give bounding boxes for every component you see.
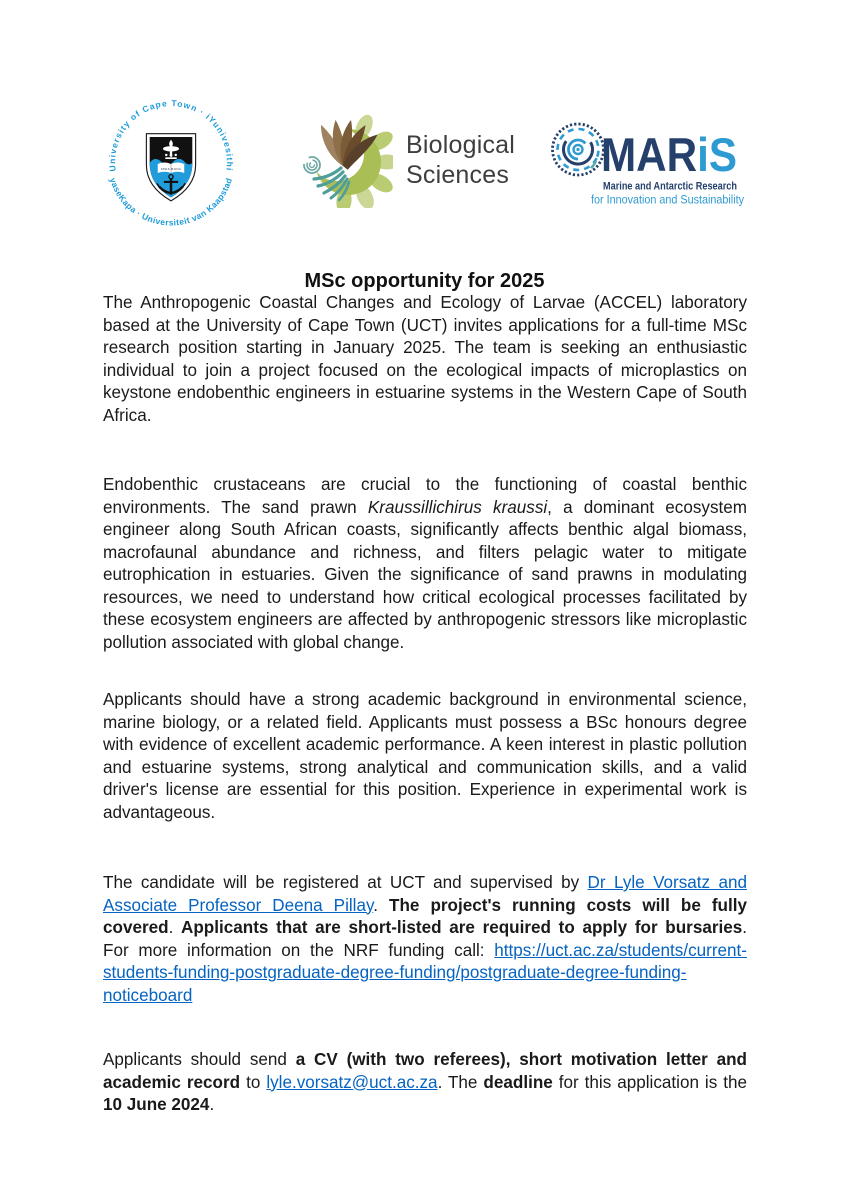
text-run: The Anthropogenic Coastal Changes and Ecology of Larvae (ACCEL) laboratory based at the University of Cape Town (UCT) invites applications for a full-time MSc research position starting in January 2025. The team is seeking an enthusiastic individual to join a project focused on the ecological impacts of microplastics on keystone endobenthic engineers in estuarine systems in the Western Cape of South Africa.	[103, 293, 747, 425]
nautilus-icon	[301, 108, 393, 208]
text-run: .	[373, 895, 390, 915]
text-run: . For more information on the NRF funding call:	[103, 918, 748, 960]
maris-swirl-icon	[551, 122, 605, 176]
uct-seal-icon	[100, 95, 242, 231]
page-title: MSc opportunity for 2025	[304, 270, 545, 293]
uct-ring-text-top: University of Cape Town · iYunivesithi	[107, 98, 235, 173]
document-body	[103, 292, 747, 1117]
text-run: for this application is the	[552, 1072, 747, 1092]
uct-book-icon	[158, 163, 185, 173]
paragraph-intro	[103, 292, 747, 427]
hyperlink[interactable]: Dr Lyle Vorsatz and Associate Professor Deena Pillay	[103, 873, 747, 915]
maris-tagline-1: Marine and Antarctic Research	[603, 180, 737, 193]
hyperlink[interactable]: https://uct.ac.za/students/current-students-funding-postgraduate-degree-funding/postgraduate-degree-funding-noticeboard	[103, 940, 747, 1005]
text-run: Applicants that are short-listed are required to apply for bursaries	[181, 918, 743, 937]
uct-shield	[146, 134, 195, 201]
hyperlink[interactable]: lyle.vorsatz@uct.ac.za	[266, 1072, 438, 1092]
text-run: .	[209, 1095, 215, 1114]
uct-ring-text-bottom: yaseKapa · Universiteit van Kaapstad	[107, 176, 235, 228]
text-run: Applicants should have a strong academic background in environmental science, marine biology, or a related field. Applicants must possess a BSc honours degree with evidence of excellent academic performance. A keen interest in plastic pollution and estuarine systems, strong analytical and communication skills, and a valid driver's license are essential for this position. Experience in experimental work is advantageous.	[103, 690, 747, 822]
biosci-wordmark-line2: Sciences	[406, 161, 510, 189]
text-run: The candidate will be registered at UCT and supervised by	[103, 873, 588, 892]
text-run: . The	[437, 1072, 484, 1092]
text-run: Endobenthic crustaceans are crucial to the functioning of coastal benthic environments. The sand prawn	[103, 475, 747, 517]
biosci-wordmark-line1: Biological	[406, 131, 516, 159]
paragraph-background	[103, 474, 747, 654]
paragraph-application	[103, 1049, 747, 1117]
uct-motto: SPES BONA	[160, 166, 182, 171]
text-run: to	[240, 1072, 267, 1092]
biosci-wordmark	[406, 130, 515, 190]
maris-logo	[551, 112, 749, 208]
text-run: deadline	[483, 1072, 553, 1092]
maris-tagline-2: for Innovation and Sustainability	[591, 192, 745, 207]
text-run: The project's running costs will be fully covered	[103, 895, 748, 937]
text-run: Kraussillichirus kraussi	[367, 497, 548, 517]
text-run: 10 June 2024	[103, 1095, 210, 1114]
paragraph-requirements	[103, 689, 747, 824]
biological-sciences-logo	[301, 108, 515, 208]
text-run: , a dominant ecosystem engineer along South African coasts, significantly affects benthic algal biomass, macrofaunal abundance and richness, and filters pelagic water to mitigate eutrophication in estuaries. Given the significance of sand prawns in modulating resources, we need to understand how critical ecological processes facilitated by these ecosystem engineers are affected by anthropogenic stressors like microplastic pollution associated with global change.	[103, 497, 747, 652]
text-run: Applicants should send	[103, 1050, 296, 1069]
text-run: .	[168, 918, 182, 937]
text-run: a CV (with two referees), short motivation letter and academic record	[103, 1050, 747, 1092]
maris-wordmark: MARiS	[601, 128, 742, 181]
paragraph-supervision-funding	[103, 872, 747, 1007]
